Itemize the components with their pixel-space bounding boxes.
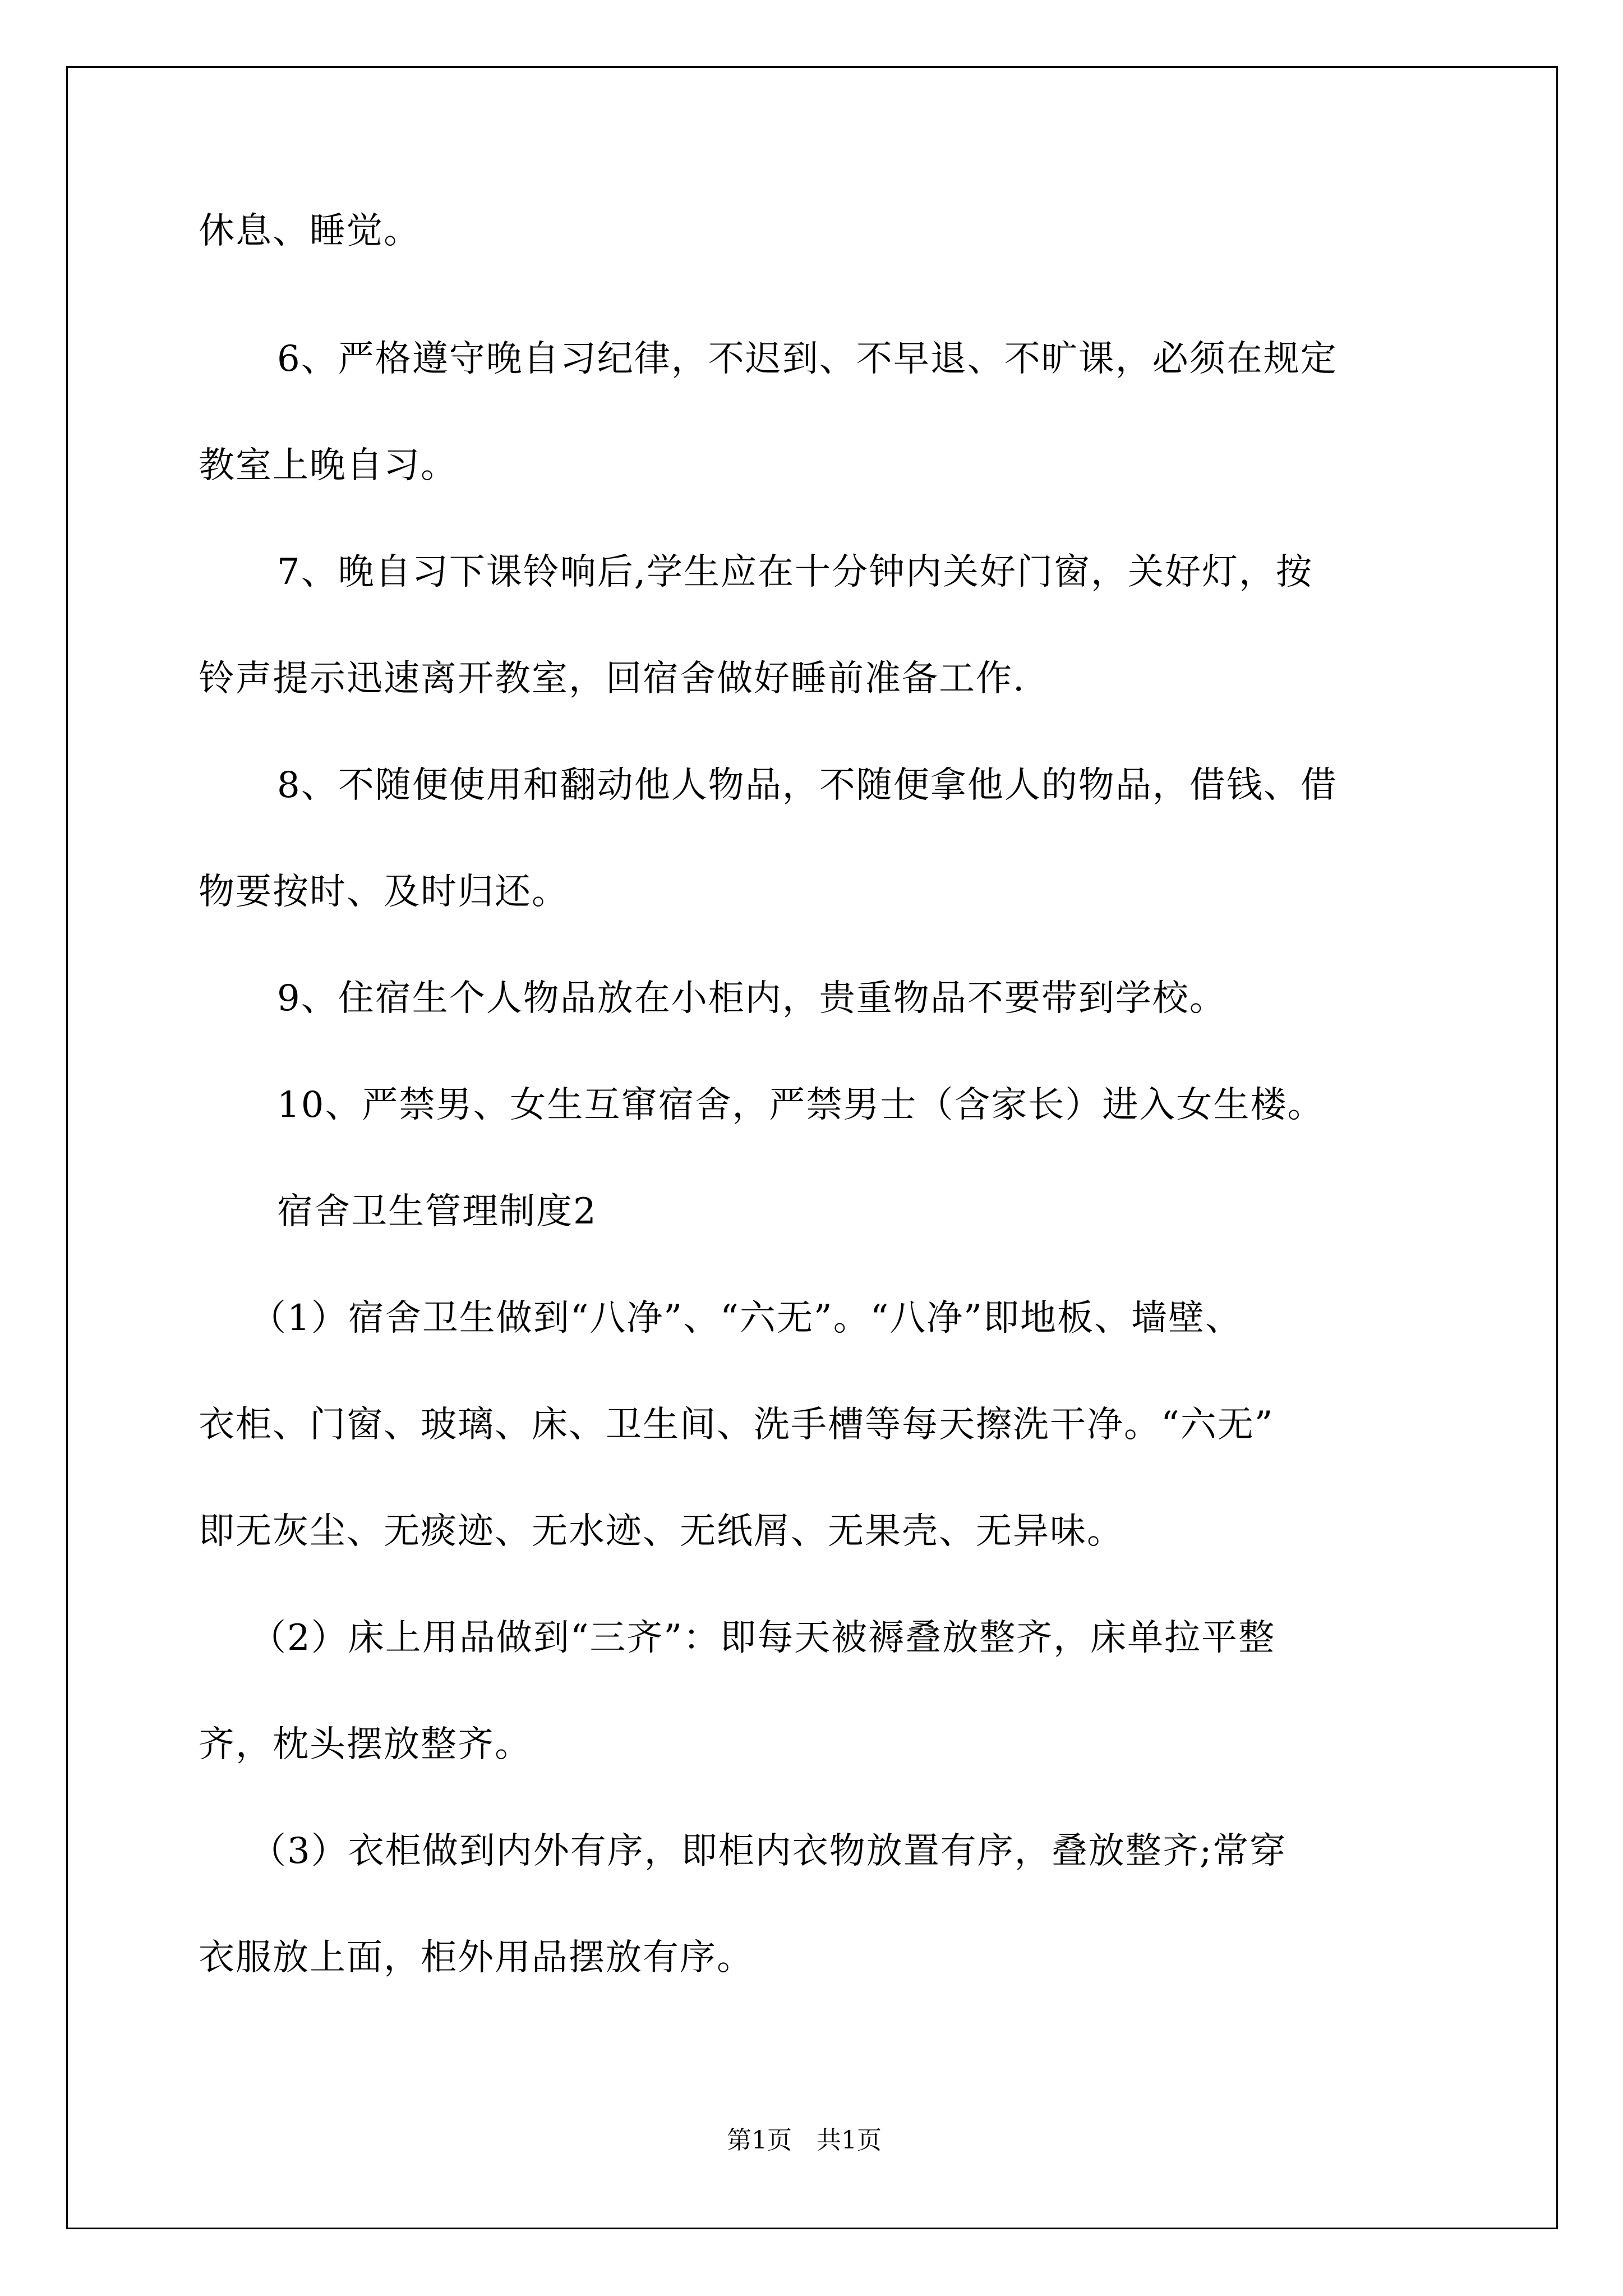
- page-number: 第1页 共1页: [727, 2126, 882, 2155]
- text-line: 铃声提示迅速离开教室，回宿舍做好睡前准备工作.: [199, 658, 1026, 700]
- text-line: 8、不随便使用和翻动他人物品，不随便拿他人的物品，借钱、借: [277, 765, 1338, 806]
- text-line: 9、住宿生个人物品放在小柜内，贵重物品不要带到学校。: [277, 978, 1227, 1019]
- text-line: 物要按时、及时归还。: [199, 871, 569, 913]
- text-line: （2）床上用品做到“三齐”：即每天被褥叠放整齐，床单拉平整: [250, 1617, 1276, 1659]
- page-frame: [66, 66, 1558, 2229]
- text-line: 即无灰尘、无痰迹、无水迹、无纸屑、无果壳、无异味。: [199, 1511, 1124, 1552]
- text-line: 衣柜、门窗、玻璃、床、卫生间、洗手槽等每天擦洗干净。“六无”: [199, 1404, 1274, 1446]
- text-line: 休息、睡觉。: [199, 210, 421, 252]
- text-line: 教室上晚自习。: [199, 445, 458, 486]
- text-line: 衣服放上面，柜外用品摆放有序。: [199, 1937, 754, 1978]
- text-line: （3）衣柜做到内外有序，即柜内衣物放置有序，叠放整齐;常穿: [250, 1830, 1287, 1872]
- text-line: 10、严禁男、女生互窜宿舍，严禁男士（含家长）进入女生楼。: [277, 1084, 1325, 1126]
- text-line: 6、严格遵守晚自习纪律，不迟到、不早退、不旷课，必须在规定: [277, 338, 1338, 380]
- section-heading: 宿舍卫生管理制度2: [277, 1191, 597, 1232]
- text-line: 齐，枕头摆放整齐。: [199, 1724, 532, 1765]
- text-line: （1）宿舍卫生做到“八净”、“六无”。“八净”即地板、墙壁、: [250, 1297, 1243, 1339]
- text-line: 7、晚自习下课铃响后,学生应在十分钟内关好门窗，关好灯，按: [277, 551, 1313, 593]
